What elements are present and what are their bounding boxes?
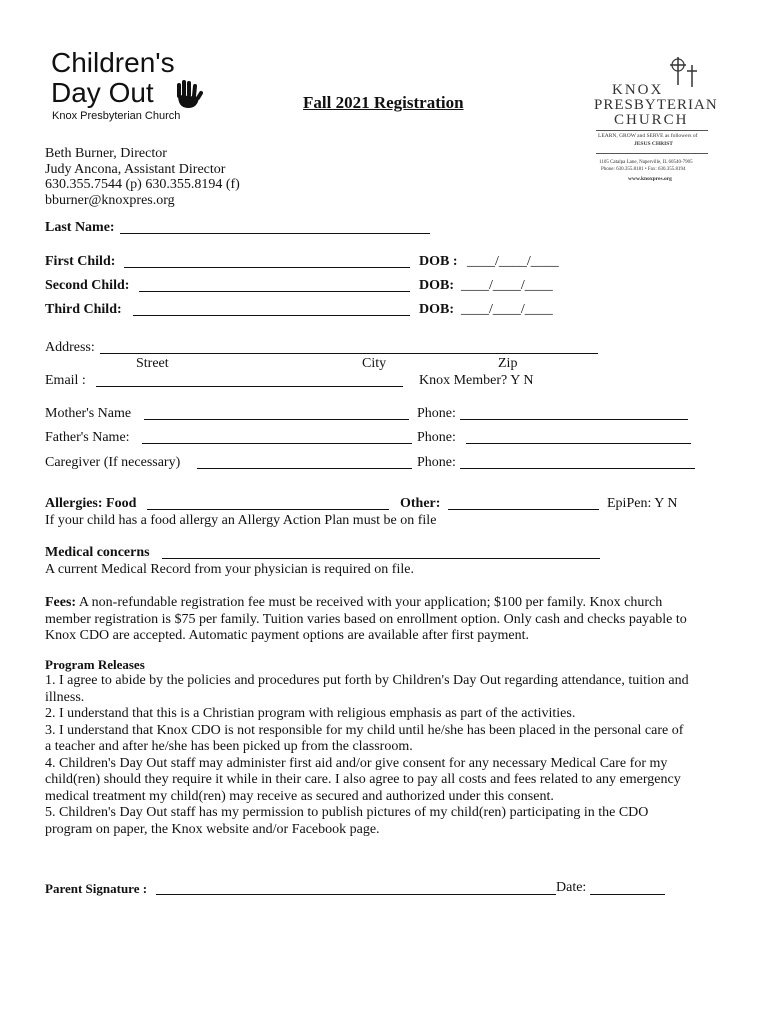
cross-icon <box>666 55 702 89</box>
release-item: 2. I understand that this is a Christian program with religious emphasis as part of the activities. <box>45 706 576 721</box>
contact-email[interactable]: bburner@knoxpres.org <box>45 193 175 208</box>
knox-web: www.knoxpres.org <box>628 176 672 182</box>
cdo-logo-sub: Knox Presbyterian Church <box>52 110 181 122</box>
release-item: 5. Children's Day Out staff has my permission to publish pictures of my child(ren) participating in the CDO program on paper, the Knox website and/or Facebook page. <box>45 805 649 837</box>
contact-line: 630.355.7544 (p) 630.355.8194 (f) <box>45 177 240 192</box>
zip-caption: Zip <box>498 356 518 371</box>
medical-note: A current Medical Record from your physician is required on file. <box>45 562 414 577</box>
knox-address: 1105 Catalpa Lane, Naperville, IL 60540-7905 <box>599 160 693 165</box>
dob3-field[interactable]: ____/____/____ <box>461 302 553 317</box>
fees-text: A non-refundable registration fee must be received with your application; $100 per family. Knox church member registration is $75 per family. Tuition varies based on enrollment option. Only cash and checks payable to Knox CDO are accepted. Automatic payment options are available after first payment. <box>45 595 687 643</box>
signature-field[interactable] <box>156 882 556 895</box>
contact-line: Beth Burner, Director <box>45 146 167 161</box>
allergies-label: Allergies: Food <box>45 496 137 511</box>
allergies-field[interactable] <box>147 497 389 510</box>
dob1-label: DOB : <box>419 254 458 269</box>
third-child-field[interactable] <box>133 303 410 316</box>
knox-member-option[interactable]: Knox Member? Y N <box>419 373 534 388</box>
knox-logo-line2: PRESBYTERIAN <box>594 97 718 113</box>
mother-phone-field[interactable] <box>460 407 688 420</box>
date-field[interactable] <box>590 882 665 895</box>
knox-tagline2: JESUS CHRIST <box>634 141 673 147</box>
releases-heading: Program Releases <box>45 657 145 672</box>
father-phone-field[interactable] <box>466 431 691 444</box>
signature-label: Parent Signature : <box>45 881 148 896</box>
fees-label: Fees: <box>45 595 77 610</box>
second-child-label: Second Child: <box>45 278 130 293</box>
last-name-label: Last Name: <box>45 220 115 235</box>
epipen-option[interactable]: EpiPen: Y N <box>607 496 678 511</box>
mother-phone-label: Phone: <box>417 406 456 421</box>
cdo-logo-line2: Day Out <box>51 77 154 108</box>
father-field[interactable] <box>142 431 412 444</box>
caregiver-phone-field[interactable] <box>460 456 695 469</box>
street-caption: Street <box>136 356 169 371</box>
knox-logo-line3: CHURCH <box>614 112 689 128</box>
release-item: 3. I understand that Knox CDO is not responsible for my child until he/she has been placed in the personal care of a teacher and after he/she has been picked up from the classroom. <box>45 722 684 754</box>
email-label: Email : <box>45 373 86 388</box>
medical-field[interactable] <box>162 546 600 559</box>
last-name-field[interactable] <box>120 221 430 234</box>
mother-field[interactable] <box>144 407 409 420</box>
knox-tagline1: LEARN, GROW and SERVE as followers of <box>598 133 698 139</box>
releases-list <box>45 673 693 838</box>
cdo-logo-line1: Children's <box>51 47 175 78</box>
address-field[interactable] <box>100 341 598 354</box>
dob2-field[interactable]: ____/____/____ <box>461 278 553 293</box>
knox-phone: Phone: 630.355.8181 • Fax: 630.355.8194 <box>601 167 686 172</box>
other-label: Other: <box>400 496 441 511</box>
dob3-label: DOB: <box>419 302 454 317</box>
second-child-field[interactable] <box>139 279 410 292</box>
city-caption: City <box>362 356 387 371</box>
father-phone-label: Phone: <box>417 430 456 445</box>
mother-label: Mother's Name <box>45 406 132 421</box>
first-child-field[interactable] <box>124 255 410 268</box>
release-item: 4. Children's Day Out staff may administer first aid and/or give consent for any necessary Medical Care for my child(ren) should they require it while in their care. I also agree to pay all costs and fees related to any emergency medical treatment my child(ren) may receive as secured and authorized under this consent. <box>45 755 681 804</box>
first-child-label: First Child: <box>45 254 116 269</box>
contact-line: Judy Ancona, Assistant Director <box>45 162 226 177</box>
knox-logo-line1: KNOX <box>612 82 664 98</box>
dob2-label: DOB: <box>419 278 454 293</box>
allergy-note: If your child has a food allergy an Allergy Action Plan must be on file <box>45 513 437 528</box>
caregiver-phone-label: Phone: <box>417 455 456 470</box>
other-field[interactable] <box>448 497 599 510</box>
handprint-icon <box>173 80 203 110</box>
caregiver-field[interactable] <box>197 456 412 469</box>
address-label: Address: <box>45 340 95 355</box>
third-child-label: Third Child: <box>45 302 122 317</box>
father-label: Father's Name: <box>45 430 130 445</box>
dob1-field[interactable]: ____/____/____ <box>467 254 559 269</box>
date-label: Date: <box>556 880 587 895</box>
medical-label: Medical concerns <box>45 545 150 560</box>
page-title: Fall 2021 Registration <box>303 93 464 112</box>
release-item: 1. I agree to abide by the policies and procedures put forth by Children's Day Out regarding attendance, tuition and illness. <box>45 673 689 705</box>
fees-paragraph <box>45 595 693 645</box>
email-field[interactable] <box>96 374 403 387</box>
caregiver-label: Caregiver (If necessary) <box>45 455 181 470</box>
